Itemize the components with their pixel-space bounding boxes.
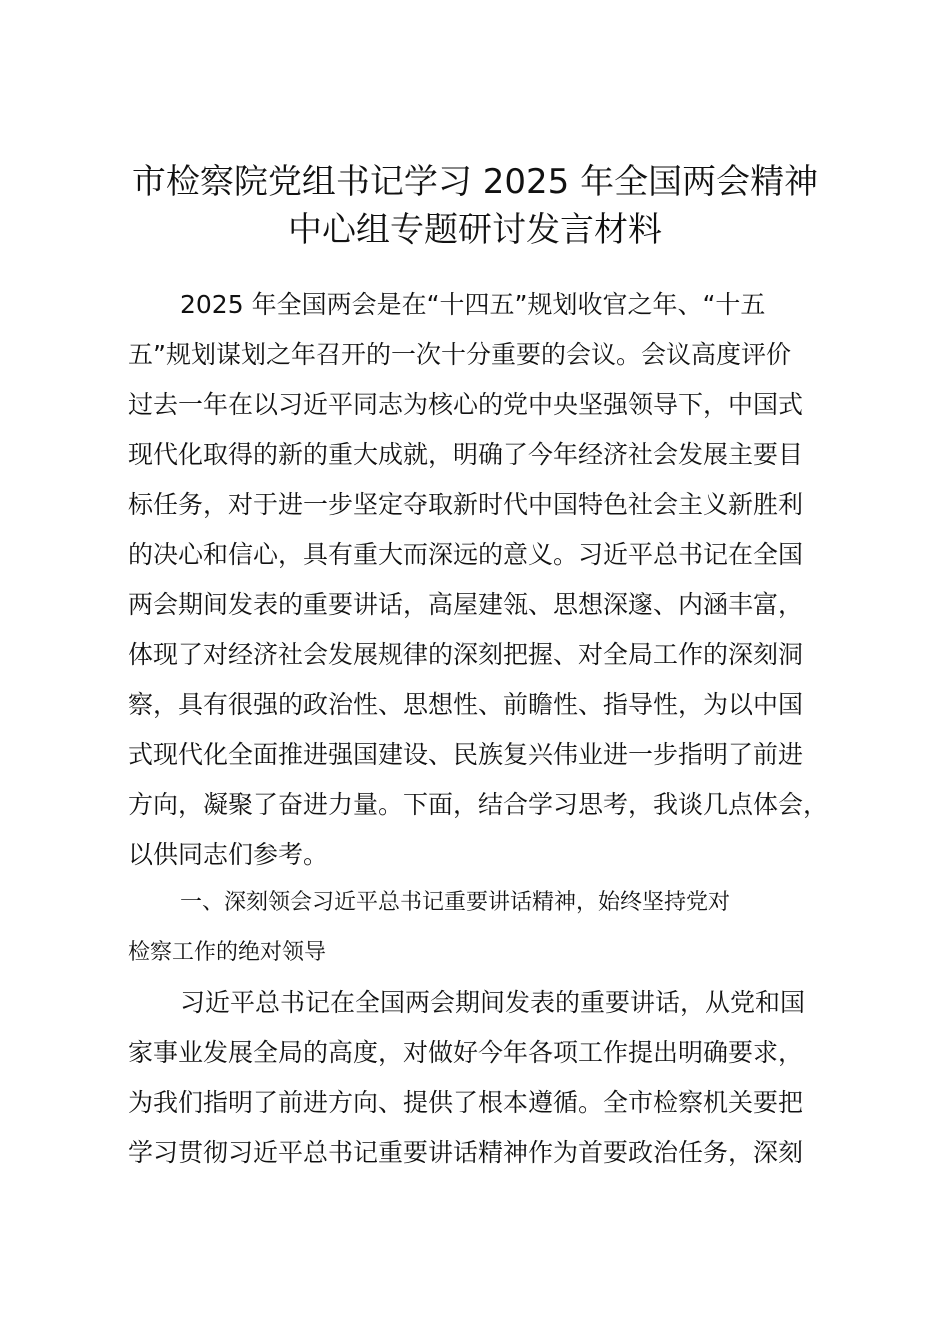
paragraph-line: 家事业发展全局的高度，对做好今年各项工作提出明确要求， <box>128 1038 804 1067</box>
paragraph-line: 体现了对经济社会发展规律的深刻把握、对全局工作的深刻洞 <box>128 640 804 669</box>
paragraph-line: 为我们指明了前进方向、提供了根本遵循。全市检察机关要把 <box>128 1088 804 1117</box>
paragraph-line: 两会期间发表的重要讲话，高屋建瓴、思想深邃、内涵丰富， <box>128 590 804 619</box>
document-title-line-2: 中心组专题研讨发言材料 <box>288 210 662 250</box>
paragraph-line: 现代化取得的新的重大成就，明确了今年经济社会发展主要目 <box>128 440 804 469</box>
paragraph-line: 以供同志们参考。 <box>128 840 329 869</box>
paragraph-line: 习近平总书记在全国两会期间发表的重要讲话，从党和国 <box>180 988 806 1017</box>
paragraph-line: 式现代化全面推进强国建设、民族复兴伟业进一步指明了前进 <box>128 740 804 769</box>
paragraph-line: 的决心和信心，具有重大而深远的意义。习近平总书记在全国 <box>128 540 804 569</box>
paragraph-line: 过去一年在以习近平同志为核心的党中央坚强领导下，中国式 <box>128 390 804 419</box>
paragraph-line: 察，具有很强的政治性、思想性、前瞻性、指导性，为以中国 <box>128 690 804 719</box>
section-heading-line: 一、深刻领会习近平总书记重要讲话精神，始终坚持党对 <box>180 890 731 915</box>
paragraph-line: 标任务，对于进一步坚定夺取新时代中国特色社会主义新胜利 <box>128 490 804 519</box>
paragraph-line: 五”规划谋划之年召开的一次十分重要的会议。会议高度评价 <box>128 340 791 369</box>
paragraph-line: 学习贯彻习近平总书记重要讲话精神作为首要政治任务，深刻 <box>128 1138 804 1167</box>
paragraph-line: 2025 年全国两会是在“十四五”规划收官之年、“十五 <box>180 290 766 319</box>
section-heading-line: 检察工作的绝对领导 <box>128 940 327 965</box>
document-title-line-1: 市检察院党组书记学习 2025 年全国两会精神 <box>131 162 819 202</box>
paragraph-line: 方向，凝聚了奋进力量。下面，结合学习思考，我谈几点体会， <box>128 790 829 819</box>
